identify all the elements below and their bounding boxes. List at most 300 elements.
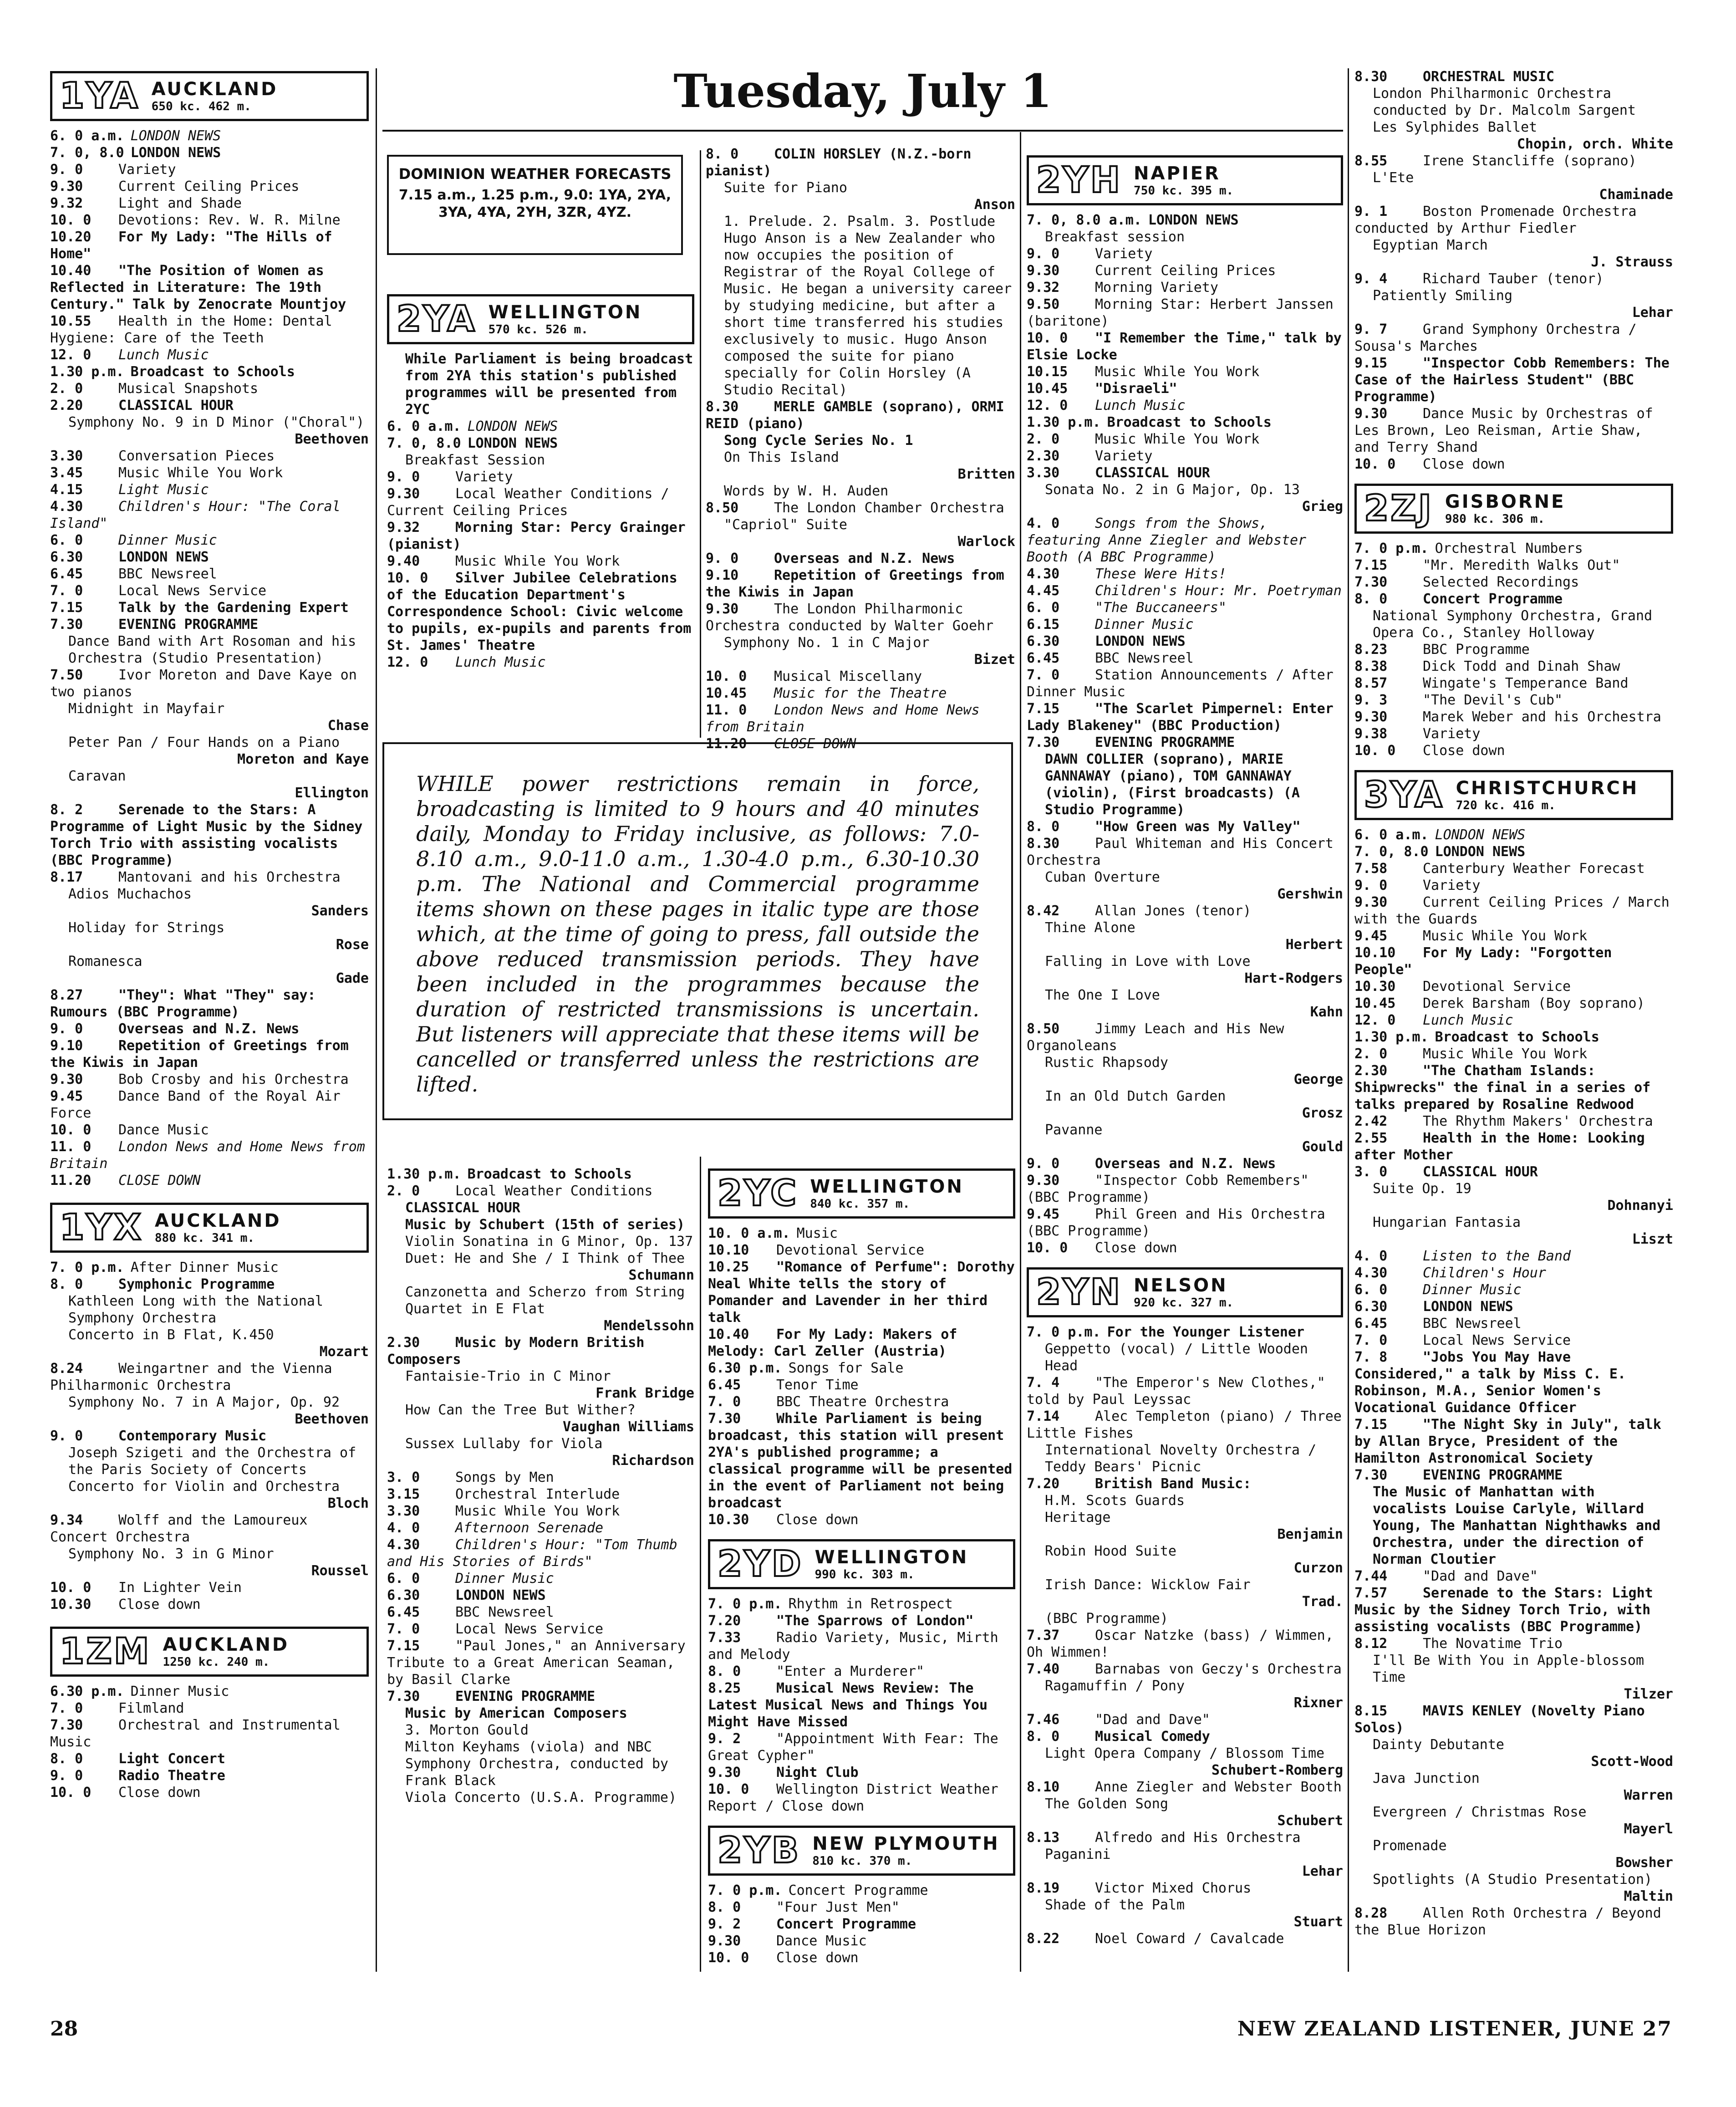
program-entry xyxy=(1354,1012,1673,1029)
program-entry xyxy=(50,700,369,717)
program-title: Suite for Piano xyxy=(724,180,847,196)
program-entry xyxy=(1027,566,1343,582)
program-entry xyxy=(708,1612,1015,1629)
program-entry xyxy=(1027,1897,1343,1913)
station-city: CHRISTCHURCH xyxy=(1456,778,1639,799)
program-title: 1. Prelude. 2. Psalm. 3. Postlude xyxy=(724,214,996,230)
program-title: LONDON NEWS xyxy=(130,128,221,144)
program-time: 8. 0 xyxy=(50,1276,83,1292)
program-entry xyxy=(708,1242,1015,1259)
program-title: "The Emperor's New Clothes," told by Paul Leyssac xyxy=(1027,1375,1325,1408)
station-city: WELLINGTON xyxy=(488,302,642,323)
program-time: 10.30 xyxy=(1354,979,1396,995)
program-entry xyxy=(1354,85,1673,119)
program-time: 10. 0 xyxy=(708,1781,749,1797)
program-entry xyxy=(708,1326,1015,1360)
program-title: Song Cycle Series No. 1 xyxy=(724,433,913,449)
program-entry xyxy=(1354,826,1673,843)
program-title: Close down xyxy=(118,1785,201,1801)
program-time: 12. 0 xyxy=(1027,398,1068,413)
program-title: "The Scarlet Pimpernel: Enter Lady Blakeney" (BBC Production) xyxy=(1027,701,1334,734)
program-time: 8.30 xyxy=(1027,836,1060,852)
program-entry xyxy=(50,178,369,195)
station-city: AUCKLAND xyxy=(154,1210,281,1231)
program-time: 8.24 xyxy=(50,1361,83,1377)
composer: Grosz xyxy=(1302,1105,1343,1121)
program-entry xyxy=(1027,1627,1343,1661)
program-time: 10. 0 xyxy=(1027,330,1068,346)
program-entry xyxy=(50,953,369,970)
program-entry xyxy=(1027,1880,1343,1897)
composer: Schubert-Romberg xyxy=(1212,1762,1343,1778)
program-entry xyxy=(50,448,369,464)
station-call-sign: 1YX xyxy=(60,1207,143,1248)
program-list-2yh xyxy=(1027,212,1343,1256)
program-title: Music While You Work xyxy=(455,1503,620,1519)
station-city: NEW PLYMOUTH xyxy=(812,1833,1000,1854)
program-entry xyxy=(1027,700,1343,734)
program-time: 9.30 xyxy=(50,1071,83,1087)
program-title: Wingate's Temperance Band xyxy=(1423,675,1629,691)
program-time: 7.15 xyxy=(1027,701,1060,717)
program-title: "The Chatham Islands: Shipwrecks" the final in a series of talks prepared by Rosaline Redwood xyxy=(1354,1063,1651,1112)
composer: Bowsher xyxy=(1615,1855,1673,1871)
composer: Rixner xyxy=(1293,1695,1343,1711)
program-entry xyxy=(1027,616,1343,633)
program-time: 9.30 xyxy=(1027,263,1060,279)
program-title: "Dad and Dave" xyxy=(1095,1712,1210,1728)
program-title: Dance Music xyxy=(776,1933,867,1949)
column-2ya-continued xyxy=(706,146,1015,752)
program-time: 7.30 xyxy=(1354,574,1388,590)
program-title: LONDON NEWS xyxy=(1423,1299,1513,1315)
program-entry xyxy=(1027,919,1343,936)
composer: Anson xyxy=(974,197,1015,213)
program-title: (BBC Programme) xyxy=(1045,1611,1168,1627)
program-title: Variety xyxy=(1423,877,1481,893)
program-entry xyxy=(1354,607,1673,641)
composer: Gould xyxy=(1302,1139,1343,1155)
program-time: 7.30 xyxy=(1027,735,1060,750)
program-time: 9.38 xyxy=(1354,726,1388,742)
program-title: Music While You Work xyxy=(118,465,283,481)
program-time: 7.30 xyxy=(708,1411,741,1427)
program-entry xyxy=(1354,928,1673,944)
program-entry xyxy=(1354,978,1673,995)
program-time: 9.30 xyxy=(1354,894,1388,910)
program-title: Musical Snapshots xyxy=(118,381,259,397)
program-title: Variety xyxy=(1423,726,1481,742)
program-time: 9. 0 xyxy=(50,1768,83,1784)
program-entry xyxy=(1027,1088,1343,1105)
program-title: DAWN COLLIER (soprano), MARIE GANNAWAY (piano), TOM GANNAWAY (violin), (First broadcasts) (A Studio Programme) xyxy=(1045,751,1300,818)
station-header-1zm xyxy=(50,1627,369,1677)
program-entry xyxy=(708,1393,1015,1410)
program-entry xyxy=(50,481,369,498)
program-entry xyxy=(50,566,369,582)
program-title: Lunch Music xyxy=(455,654,546,670)
program-entry xyxy=(708,1410,1015,1511)
program-time: 9.30 xyxy=(1027,1173,1060,1189)
program-time: 6. 0 a.m. xyxy=(50,128,124,144)
program-entry xyxy=(708,1360,1015,1377)
program-time: 2.30 xyxy=(387,1335,420,1351)
program-entry xyxy=(50,1360,369,1394)
program-entry xyxy=(1354,1029,1673,1046)
program-time: 10.10 xyxy=(708,1242,749,1258)
composer: Lehar xyxy=(1302,1863,1343,1879)
program-entry xyxy=(50,262,369,313)
program-title: Night Club xyxy=(776,1765,859,1780)
program-entry xyxy=(1027,1155,1343,1172)
program-entry xyxy=(1027,1543,1343,1560)
program-time: 3.30 xyxy=(50,448,83,464)
program-entry xyxy=(387,1216,694,1233)
program-time: 7. 0 p.m. xyxy=(1027,1324,1101,1340)
program-time: 7.30 xyxy=(1354,1467,1388,1483)
page-title: Tuesday, July 1 xyxy=(673,64,1052,118)
program-title: Sonata No. 2 in G Major, Op. 13 xyxy=(1045,482,1300,498)
station-header-1ya xyxy=(50,71,369,121)
station-call-sign: 2YC xyxy=(718,1173,799,1214)
program-time: 7. 0 p.m. xyxy=(708,1596,782,1612)
program-entry xyxy=(50,1428,369,1444)
program-entry xyxy=(50,212,369,229)
program-title: Broadcast to Schools xyxy=(1107,414,1272,430)
station-city: WELLINGTON xyxy=(815,1547,969,1568)
program-title: Wolff and the Lamoureux Concert Orchestra xyxy=(50,1512,308,1545)
program-time: 10.10 xyxy=(1354,945,1396,961)
program-title: Java Junction xyxy=(1373,1770,1480,1786)
program-title: "The Night Sky in July", talk by Allan Bryce, President of the Hamilton Astronomical Society xyxy=(1354,1417,1661,1466)
program-time: 9.40 xyxy=(387,553,420,569)
program-entry xyxy=(708,1225,1015,1242)
program-title: LONDON NEWS xyxy=(1095,633,1186,649)
program-title: In Lighter Vein xyxy=(118,1580,242,1596)
program-time: 1.30 p.m. xyxy=(50,364,124,380)
program-entry xyxy=(1027,1711,1343,1728)
program-entry xyxy=(50,549,369,566)
program-time: 4.30 xyxy=(1354,1265,1388,1281)
program-title: Children's Hour: "The Coral Island" xyxy=(50,499,341,531)
program-entry xyxy=(1354,591,1673,607)
program-entry xyxy=(1354,709,1673,725)
program-title: The Rhythm Makers' Orchestra xyxy=(1423,1113,1653,1129)
program-time: 9.30 xyxy=(50,179,83,194)
composer: Hart-Rodgers xyxy=(1244,970,1343,986)
program-entry xyxy=(1354,1484,1673,1568)
program-title: Symphonic Programme xyxy=(118,1276,275,1292)
program-entry xyxy=(1027,431,1343,448)
program-entry xyxy=(1027,515,1343,566)
composer: Herbert xyxy=(1285,937,1343,953)
program-time: 4. 0 xyxy=(1354,1248,1388,1264)
program-title: MERLE GAMBLE (soprano), ORMI REID (piano) xyxy=(706,399,1004,432)
program-entry xyxy=(387,553,694,570)
program-title: Symphony No. 7 in A Major, Op. 92 xyxy=(68,1394,340,1410)
program-time: 8.22 xyxy=(1027,1931,1060,1947)
program-time: 8.17 xyxy=(50,869,83,885)
station-call-sign: 2YN xyxy=(1036,1272,1122,1313)
program-title: Boston Promenade Orchestra conducted by Arthur Fiedler xyxy=(1354,204,1637,236)
program-entry xyxy=(1027,599,1343,616)
program-time: 9.32 xyxy=(387,520,420,536)
program-title: On This Island xyxy=(724,449,839,465)
program-title: Anne Ziegler and Webster Booth xyxy=(1095,1779,1342,1795)
program-time: 6. 0 xyxy=(1354,1282,1388,1298)
program-time: 9.30 xyxy=(1354,406,1388,422)
program-title: Wellington District Weather Report / Close down xyxy=(708,1781,998,1814)
program-entry xyxy=(50,144,369,161)
program-time: 6.30 xyxy=(1354,1299,1388,1315)
program-entry xyxy=(50,1478,369,1495)
program-entry xyxy=(706,550,1015,567)
program-title: Light Music xyxy=(118,482,209,498)
program-title: Symphony No. 1 in C Major xyxy=(724,635,930,651)
program-list-1ya xyxy=(50,128,369,1189)
program-title: Rustic Rhapsody xyxy=(1045,1055,1168,1071)
program-entry xyxy=(1027,1172,1343,1206)
program-title: Hugo Anson is a New Zealander who now occupies the position of Registrar of the Royal College of Music. He began a university career by studying medicine, but after a short time transferred his studies exclusively to music. Hugo Anson composed the suite for piano specially for Colin Horsley (A Studio Recital) xyxy=(724,230,1012,398)
program-title: While Parliament is being broadcast from 2YA this station's published programmes will be presented from 2YC xyxy=(405,351,693,418)
program-time: 10.55 xyxy=(50,313,92,329)
program-title: Orchestral Numbers xyxy=(1435,541,1583,556)
program-entry xyxy=(1027,869,1343,886)
program-entry xyxy=(50,1683,369,1700)
station-call-sign: 2ZJ xyxy=(1364,488,1433,529)
program-time: 4. 0 xyxy=(1027,515,1060,531)
program-title: Les Sylphides Ballet xyxy=(1373,119,1537,135)
program-entry xyxy=(1027,1324,1343,1341)
program-time: 11.20 xyxy=(50,1173,92,1189)
composer: Mozart xyxy=(319,1344,369,1360)
program-entry xyxy=(50,987,369,1020)
program-entry xyxy=(387,1789,694,1806)
composer: Beethoven xyxy=(295,431,369,447)
program-time: 7.40 xyxy=(1027,1661,1060,1677)
program-title: Peter Pan / Four Hands on a Piano xyxy=(68,735,340,750)
station-header-2ya xyxy=(387,294,694,344)
program-title: Serenade to the Stars: Light Music by the Sidney Torch Trio, with assisting vocalists (BBC Programme) xyxy=(1354,1585,1653,1635)
program-title: Heritage xyxy=(1045,1510,1111,1525)
program-title: Lunch Music xyxy=(1095,398,1186,413)
program-list-2yc xyxy=(708,1225,1015,1528)
station-header-1yx xyxy=(50,1203,369,1253)
program-entry xyxy=(50,1037,369,1071)
program-time: 7.37 xyxy=(1027,1627,1060,1643)
program-time: 6.15 xyxy=(1027,617,1060,633)
program-title: L'Ete xyxy=(1373,170,1414,186)
program-title: Concert Programme xyxy=(776,1916,916,1932)
program-entry xyxy=(1027,279,1343,296)
program-title: "Disraeli" xyxy=(1095,381,1177,397)
program-entry xyxy=(706,213,1015,230)
column-2ya xyxy=(387,291,694,671)
program-time: 10. 0 xyxy=(1027,1240,1068,1256)
program-title: In an Old Dutch Garden xyxy=(1045,1088,1226,1104)
program-title: Music While You Work xyxy=(1095,364,1260,380)
program-entry xyxy=(1027,734,1343,751)
program-entry xyxy=(708,1511,1015,1528)
program-entry xyxy=(1354,1180,1673,1197)
program-title: The Music of Manhattan with vocalists Louise Carlyle, Willard Young, The Manhattan Nighthawks and Orchestra, under the direction of Norman Cloutier xyxy=(1373,1484,1661,1567)
program-time: 7.44 xyxy=(1354,1568,1388,1584)
program-entry xyxy=(387,1638,694,1688)
composer: Roussel xyxy=(311,1563,369,1579)
program-title: BBC Newsreel xyxy=(1423,1316,1522,1332)
program-title: "Mr. Meredith Walks Out" xyxy=(1423,557,1620,573)
program-entry xyxy=(387,519,694,553)
program-entry xyxy=(50,633,369,667)
program-title: Alfredo and His Orchestra xyxy=(1095,1830,1301,1846)
program-entry xyxy=(706,516,1015,533)
program-time: 8.50 xyxy=(706,500,739,516)
program-entry xyxy=(50,1122,369,1138)
program-title: Concert Programme xyxy=(788,1883,928,1898)
program-entry xyxy=(50,347,369,363)
station-call-sign: 2YH xyxy=(1036,160,1122,201)
program-time: 8.30 xyxy=(1354,69,1388,85)
program-time: 10. 0 xyxy=(387,570,428,586)
program-title: LONDON NEWS xyxy=(467,435,558,451)
program-title: The One I Love xyxy=(1045,987,1160,1003)
program-time: 9. 0 xyxy=(387,469,420,485)
program-time: 8.19 xyxy=(1027,1880,1060,1896)
composer: Richardson xyxy=(612,1453,694,1469)
program-title: Dance Band of the Royal Air Force xyxy=(50,1088,341,1121)
station-frequency: 840 kc. 357 m. xyxy=(810,1197,910,1211)
program-entry xyxy=(1354,995,1673,1012)
program-entry xyxy=(50,1276,369,1293)
program-entry xyxy=(1354,270,1673,287)
program-entry xyxy=(1354,877,1673,894)
composer: Kahn xyxy=(1310,1004,1343,1020)
program-title: Songs by Men xyxy=(455,1469,554,1485)
program-entry xyxy=(50,667,369,700)
program-time: 2.55 xyxy=(1354,1130,1388,1146)
composer: Mayerl xyxy=(1624,1821,1673,1837)
program-entry xyxy=(1027,1240,1343,1256)
program-time: 10.45 xyxy=(706,685,747,701)
program-title: LONDON NEWS xyxy=(1148,212,1239,228)
program-entry xyxy=(706,230,1015,398)
program-title: Paganini xyxy=(1045,1847,1111,1862)
program-entry xyxy=(1027,1846,1343,1863)
program-title: BBC Newsreel xyxy=(1095,650,1194,666)
program-entry xyxy=(50,195,369,212)
program-time: 2.30 xyxy=(1027,448,1060,464)
program-time: 8.57 xyxy=(1354,675,1388,691)
composer: Beethoven xyxy=(295,1411,369,1427)
program-title: Songs from the Shows, featuring Anne Ziegler and Webster Booth (A BBC Programme) xyxy=(1027,515,1307,565)
program-title: Falling in Love with Love xyxy=(1045,954,1251,969)
program-title: Current Ceiling Prices xyxy=(118,179,300,194)
program-title: Close down xyxy=(118,1597,201,1612)
program-title: "Enter a Murderer" xyxy=(776,1663,925,1679)
program-time: 10.25 xyxy=(708,1259,749,1275)
program-title: Variety xyxy=(118,162,176,178)
program-list-2yb xyxy=(708,1882,1015,1966)
program-entry xyxy=(50,1717,369,1750)
program-entry xyxy=(1027,633,1343,650)
program-entry xyxy=(1027,296,1343,330)
program-title: Milton Keyhams (viola) and NBC Symphony Orchestra, conducted by Frank Black xyxy=(405,1739,668,1789)
program-entry xyxy=(50,397,369,414)
program-title: Dance Band with Art Rosoman and his Orchestra (Studio Presentation) xyxy=(68,633,356,666)
program-title: Overseas and N.Z. News xyxy=(1095,1156,1276,1172)
program-title: For My Lady: "The Hills of Home" xyxy=(50,229,332,262)
composer: Bizet xyxy=(974,652,1015,668)
program-title: CLASSICAL HOUR xyxy=(118,398,234,413)
program-title: Variety xyxy=(455,469,513,485)
program-time: 6. 0 a.m. xyxy=(387,418,461,434)
composer: George xyxy=(1293,1071,1343,1087)
program-entry xyxy=(387,1284,694,1317)
program-time: 9.30 xyxy=(708,1933,741,1949)
program-time: 4.30 xyxy=(387,1537,420,1553)
program-title: Musical Miscellany xyxy=(774,668,922,684)
program-entry xyxy=(387,435,694,452)
program-title: Musical News Review: The Latest Musical News and Things You Might Have Missed xyxy=(708,1680,988,1730)
program-time: 8.15 xyxy=(1354,1703,1388,1719)
program-time: 9.30 xyxy=(387,486,420,502)
program-time: 7. 0 xyxy=(50,1700,83,1716)
program-time: 4.30 xyxy=(1027,566,1060,582)
program-title: Repetition of Greetings from the Kiwis in Japan xyxy=(50,1038,349,1071)
program-title: Marek Weber and his Orchestra xyxy=(1423,709,1661,725)
program-title: Duet: He and She / I Think of Thee xyxy=(405,1250,685,1266)
program-entry xyxy=(50,414,369,431)
program-title: Shade of the Palm xyxy=(1045,1897,1185,1913)
program-title: "Capriol" Suite xyxy=(724,517,847,533)
program-time: 7. 0 xyxy=(1354,1332,1388,1348)
program-entry xyxy=(387,1334,694,1368)
program-title: Radio Variety, Music, Mirth and Melody xyxy=(708,1630,998,1663)
program-time: 7.50 xyxy=(50,667,83,683)
program-entry xyxy=(50,1596,369,1613)
program-title: MAVIS KENLEY (Novelty Piano Solos) xyxy=(1354,1703,1645,1736)
program-entry xyxy=(1354,405,1673,456)
program-time: 9. 0 xyxy=(1027,1156,1060,1172)
program-time: 9. 0 xyxy=(50,1428,83,1444)
program-entry xyxy=(706,483,1015,500)
program-time: 10.40 xyxy=(708,1326,749,1342)
program-time: 9. 4 xyxy=(1354,271,1388,287)
program-time: 8. 0 xyxy=(1027,1729,1060,1745)
program-title: Concerto in B Flat, K.450 xyxy=(68,1327,274,1343)
program-title: Devotional Service xyxy=(776,1242,925,1258)
program-title: Variety xyxy=(1095,246,1153,262)
composer: Maltin xyxy=(1624,1888,1673,1904)
program-entry xyxy=(387,1503,694,1520)
program-entry xyxy=(387,1621,694,1638)
program-entry xyxy=(1354,860,1673,877)
program-title: Morning Variety xyxy=(1095,280,1218,296)
program-time: 8.38 xyxy=(1354,658,1388,674)
program-time: 7.30 xyxy=(50,1717,83,1733)
program-title: COLIN HORSLEY (N.Z.-born pianist) xyxy=(706,146,972,179)
program-entry xyxy=(708,1680,1015,1730)
program-title: Silver Jubilee Celebrations of the Education Department's Correspondence School: Civic welcome to pupils, ex-pupils and parents from St. James' Theatre xyxy=(387,570,692,653)
program-title: These Were Hits! xyxy=(1095,566,1227,582)
program-entry xyxy=(1027,1509,1343,1526)
program-entry xyxy=(1027,818,1343,835)
station-frequency: 720 kc. 416 m. xyxy=(1456,799,1556,812)
program-time: 8.23 xyxy=(1354,642,1388,658)
station-frequency: 810 kc. 370 m. xyxy=(812,1854,912,1868)
program-time: 6. 0 xyxy=(1027,600,1060,616)
program-list-1zm xyxy=(50,1683,369,1801)
